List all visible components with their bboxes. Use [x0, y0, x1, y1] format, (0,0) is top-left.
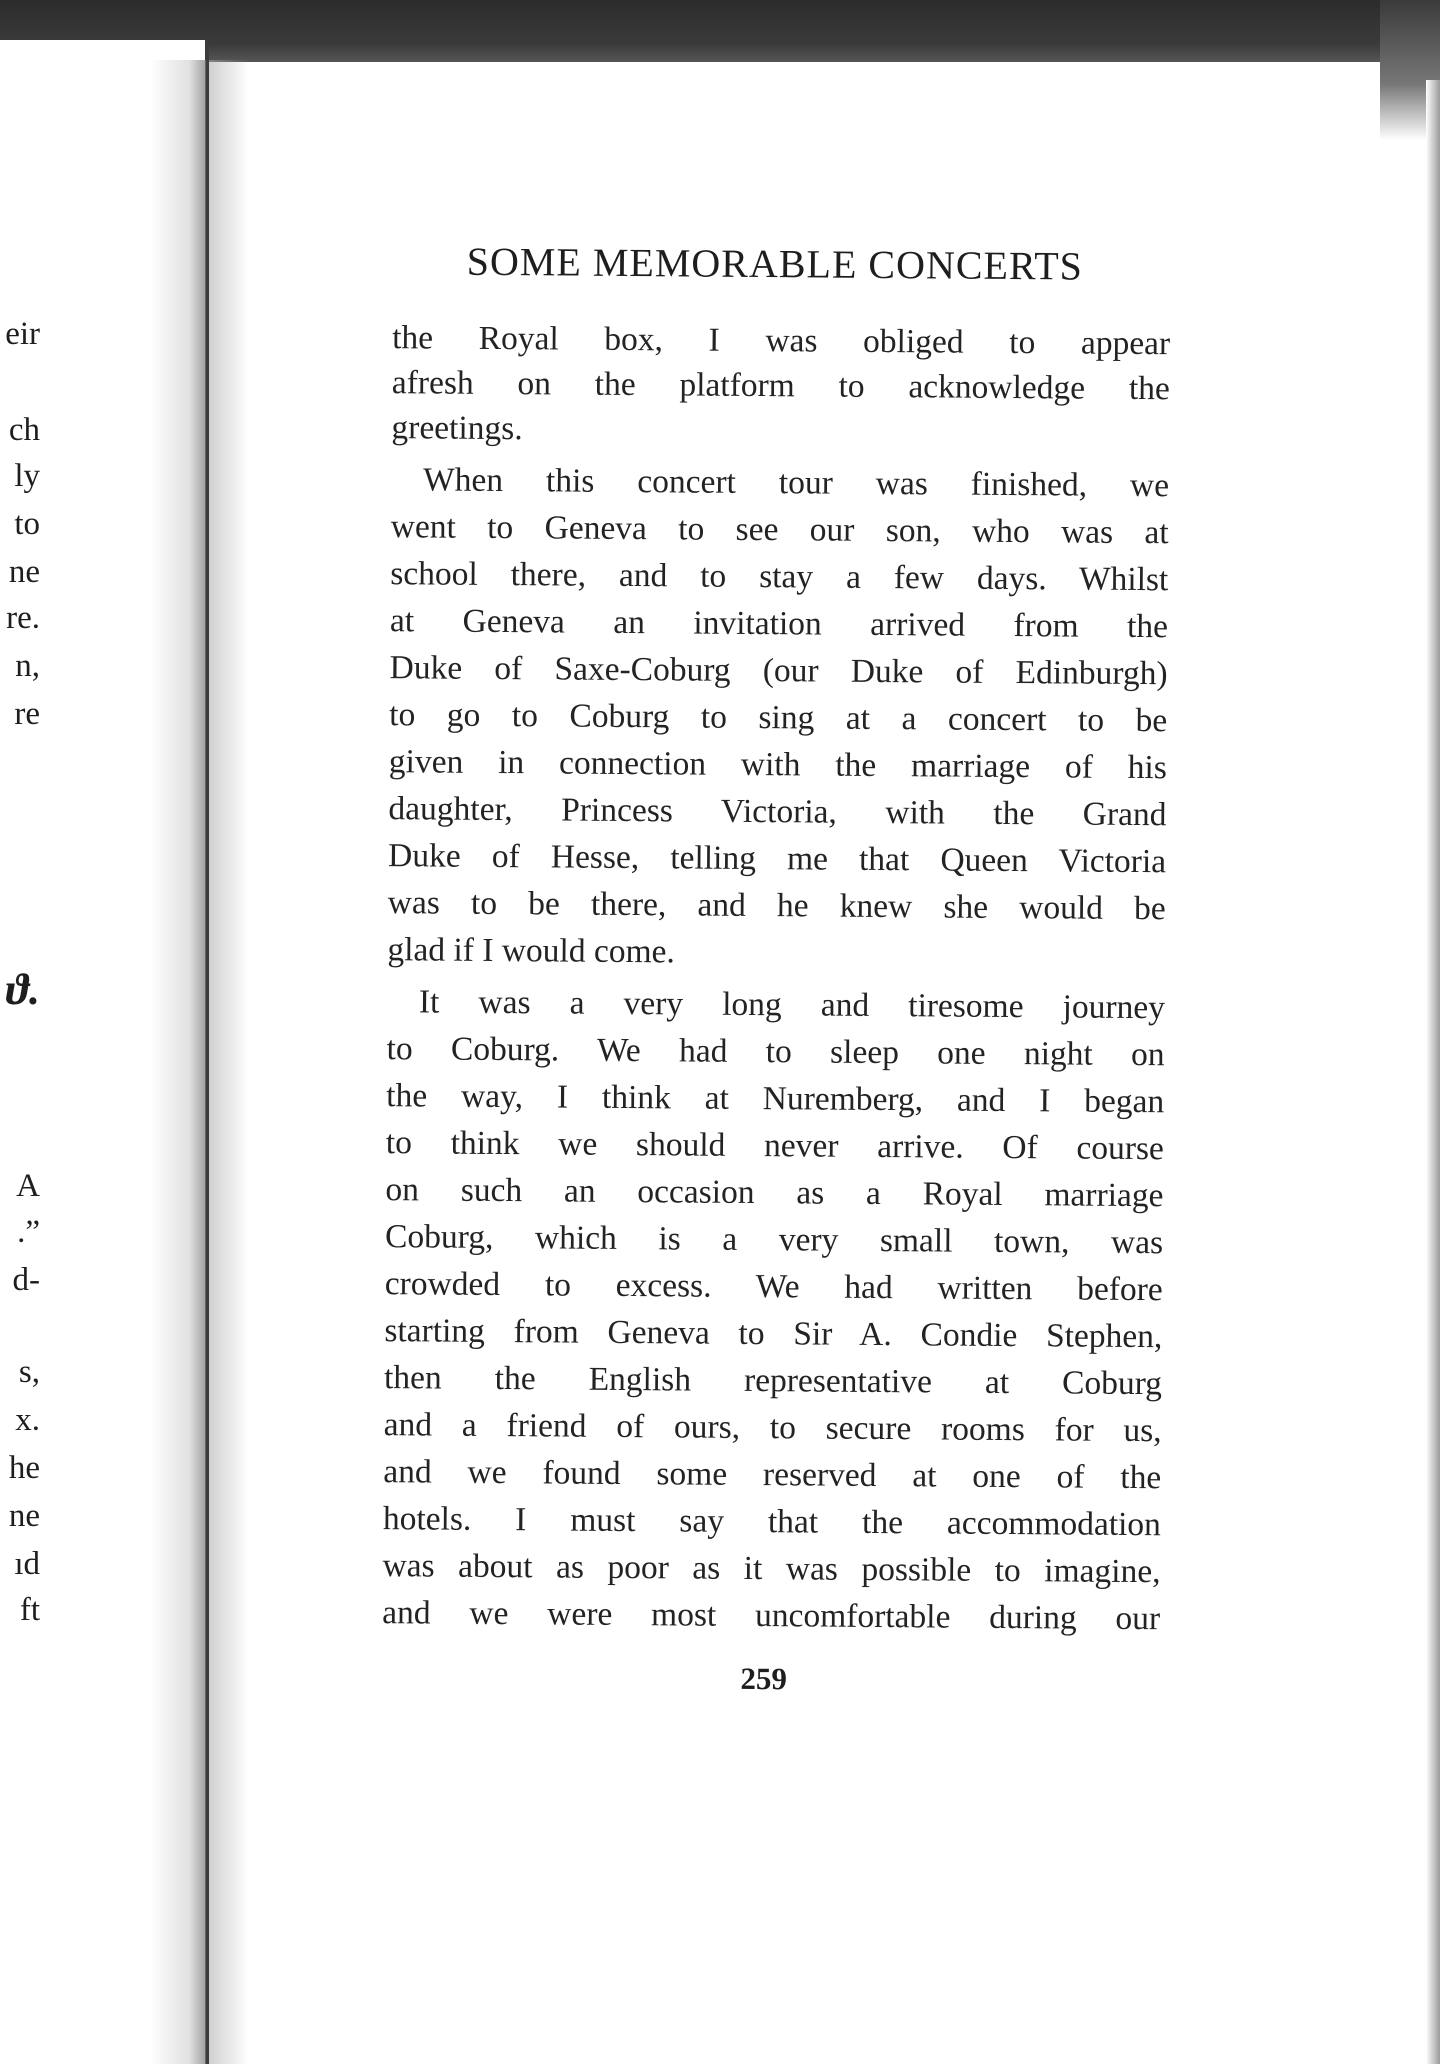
gutter-shadow-right: [209, 60, 249, 2064]
facing-page-fragment: re: [14, 696, 40, 732]
text-line: afresh on the platform to acknowledge the: [391, 364, 1170, 408]
text-line: and we were most uncomfortable during our: [382, 1594, 1161, 1638]
facing-page-fragment: d-: [12, 1262, 40, 1298]
facing-page-fragment: ft: [19, 1592, 40, 1628]
facing-page-fragment: .”: [17, 1214, 40, 1250]
text-line: on such an occasion as a Royal marriage: [385, 1171, 1164, 1215]
text-line: was about as poor as it was possible to imagine,: [382, 1547, 1161, 1591]
facing-page-fragment: re.: [6, 600, 40, 636]
text-line: to Coburg. We had to sleep one night on: [386, 1030, 1165, 1074]
text-line: Coburg, which is a very small town, was: [384, 1218, 1164, 1262]
text-line: glad if I would come.: [387, 931, 676, 971]
text-line: crowded to excess. We had written before: [384, 1265, 1163, 1309]
facing-page-fragment: n,: [15, 648, 40, 684]
text-line: then the English representative at Coburg: [383, 1359, 1163, 1403]
facing-page-fragment: ly: [14, 458, 40, 494]
text-line: the way, I think at Nuremberg, and I began: [386, 1077, 1165, 1121]
gutter-shadow-left: [150, 60, 206, 2064]
facing-page-fragment: ch: [8, 412, 40, 448]
facing-page-fragment: ne: [8, 554, 40, 590]
text-line: went to Geneva to see our son, who was at: [390, 508, 1169, 552]
page-edge-right: [1426, 80, 1440, 2064]
text-line: Duke of Saxe-Coburg (our Duke of Edinburgh): [389, 649, 1168, 693]
facing-page-fragment: x.: [15, 1402, 40, 1438]
text-line: starting from Geneva to Sir A. Condie Stephen,: [384, 1312, 1163, 1356]
text-line: greetings.: [391, 409, 523, 448]
facing-page-fragment: s,: [18, 1354, 40, 1390]
text-line: to think we should never arrive. Of course: [385, 1124, 1165, 1168]
text-line: and a friend of ours, to secure rooms for us,: [383, 1406, 1162, 1450]
text-line: When this concert tour was finished, we: [422, 461, 1170, 505]
facing-page-fragment: ϑ.: [5, 965, 40, 1014]
running-head: SOME MEMORABLE CONCERTS: [466, 238, 1084, 289]
text-line: given in connection with the marriage of his: [388, 743, 1167, 787]
scanner-bed-edge: [0, 0, 1440, 62]
text-line: the Royal box, I was obliged to appear: [392, 319, 1171, 363]
text-line: school there, and to stay a few days. Whilst: [390, 555, 1169, 599]
facing-page-fragment: he: [8, 1450, 40, 1486]
facing-page-fragment: ne: [8, 1498, 40, 1534]
text-line: hotels. I must say that the accommodation: [382, 1500, 1162, 1544]
facing-page-fragment: eir: [5, 316, 40, 352]
text-line: was to be there, and he knew she would be: [387, 884, 1166, 928]
text-line: and we found some reserved at one of the: [383, 1453, 1162, 1497]
book-page: [375, 236, 1175, 1697]
page-number: 259: [740, 1660, 788, 1697]
text-line: daughter, Princess Victoria, with the Grand: [388, 790, 1167, 834]
text-line: at Geneva an invitation arrived from the: [389, 602, 1169, 646]
facing-page-fragment: ıd: [14, 1546, 40, 1582]
text-line: to go to Coburg to sing at a concert to be: [389, 696, 1168, 740]
facing-page-fragment: A: [16, 1168, 40, 1204]
text-line: It was a very long and tiresome journey: [418, 983, 1166, 1027]
text-line: Duke of Hesse, telling me that Queen Victoria: [387, 837, 1167, 881]
facing-page-fragment: to: [14, 506, 40, 542]
